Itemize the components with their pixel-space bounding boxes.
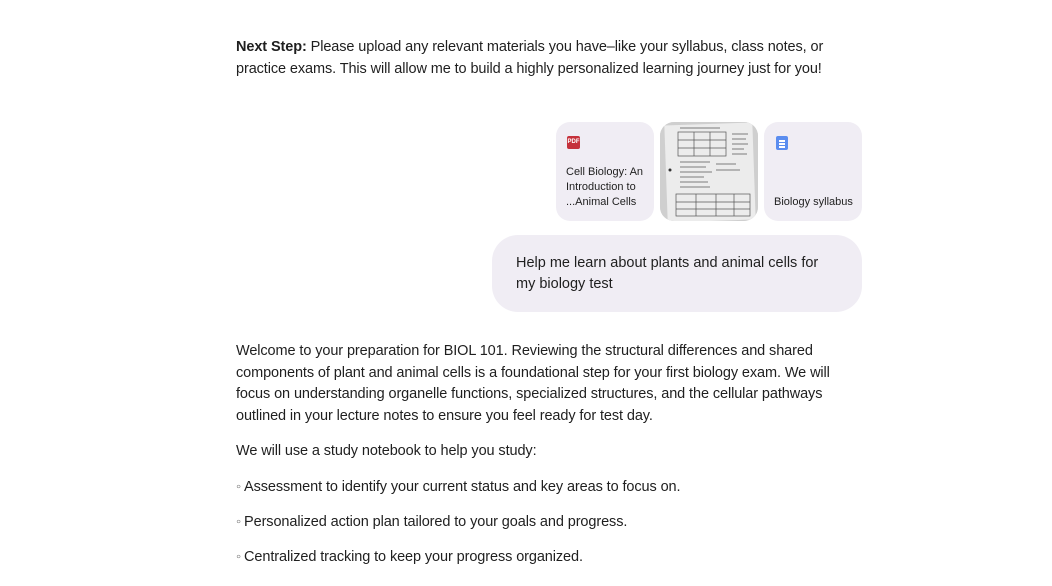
user-message-bubble <box>492 235 862 312</box>
list-item <box>236 547 862 569</box>
attachment-title: Biology syllabus <box>774 196 853 208</box>
assistant-message-reply <box>236 341 862 582</box>
document-icon <box>776 136 788 150</box>
bullet-icon: ◦ <box>236 478 242 495</box>
bullet-icon: ◦ <box>236 513 242 530</box>
attachment-doc-card[interactable] <box>764 122 862 221</box>
intro-text: Please upload any relevant materials you have–like your syllabus, class notes, or practice exams. This will allow me to build a highly personalized learning journey just for you! <box>236 39 824 77</box>
list-item-text: Personalized action plan tailored to your goals and progress. <box>244 513 628 530</box>
reply-list-intro: We will use a study notebook to help you study: <box>236 443 537 459</box>
pdf-icon: PDF <box>567 136 580 149</box>
intro-bold-label: Next Step: <box>236 39 307 55</box>
user-message-text: Help me learn about plants and animal cells for my biology test <box>516 255 819 292</box>
attachment-pdf-card[interactable] <box>556 122 654 221</box>
list-item-text: Assessment to identify your current status and key areas to focus on. <box>244 478 681 495</box>
bullet-icon: ◦ <box>236 548 242 565</box>
list-item <box>236 512 862 534</box>
attachment-list <box>556 122 862 221</box>
list-item-text: Centralized tracking to keep your progress organized. <box>244 548 583 565</box>
attachment-notes-photo[interactable] <box>660 122 758 221</box>
assistant-message-intro <box>236 37 862 80</box>
list-item <box>236 477 862 499</box>
notes-photo-image <box>660 122 758 221</box>
attachment-title: Cell Biology: An Introduction to ...Animal Cells <box>566 166 644 208</box>
reply-paragraph: Welcome to your preparation for BIOL 101. Reviewing the structural differences and shared components of plant and animal cells is a foundational step for your first biology exam. We will focus on understanding organelle functions, specialized structures, and the cellular pathways outlined in your lecture notes to ensure you feel ready for test day. <box>236 343 830 424</box>
